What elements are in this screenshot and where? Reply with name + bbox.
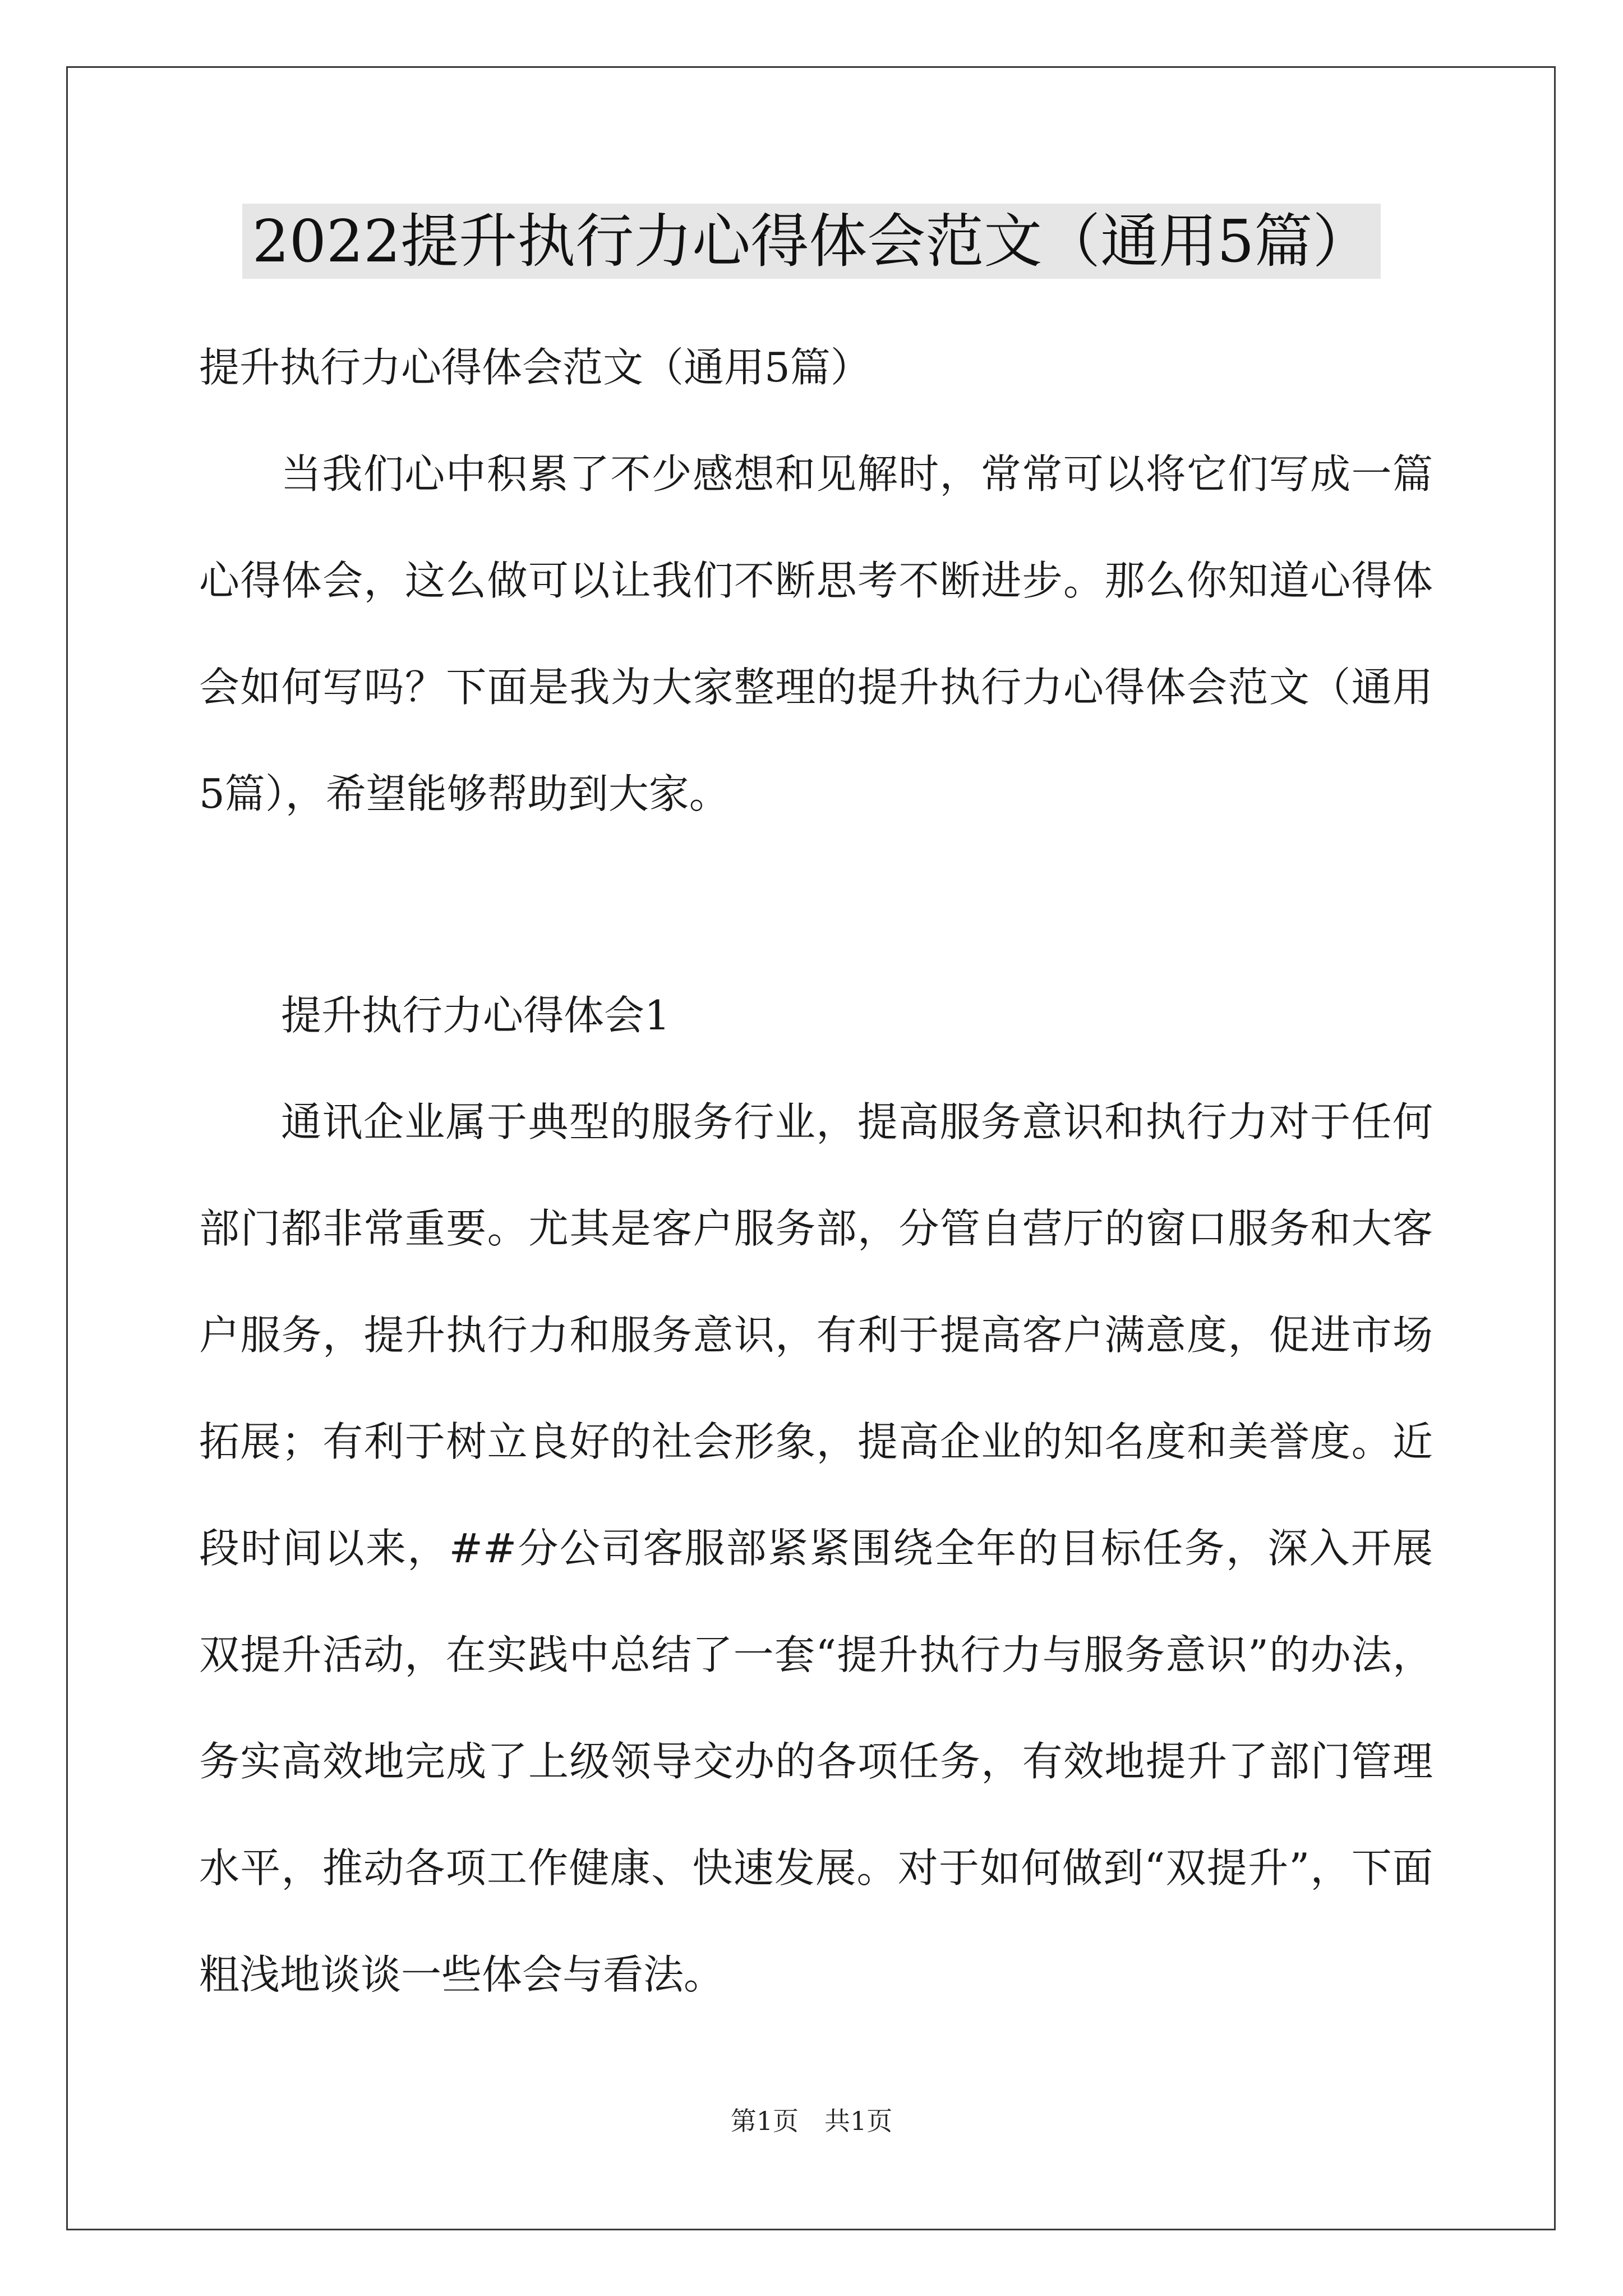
page-footer: 第1页 共1页 [730, 2106, 893, 2136]
document-subtitle: 提升执行力心得体会范文（通用5篇） [199, 344, 871, 391]
section-heading: 提升执行力心得体会1 [281, 992, 670, 1039]
section-body-paragraph: 通讯企业属于典型的服务行业，提高服务意识和执行力对于任何部门都非常重要。尤其是客户服务部，分管自营厅的窗口服务和大客户服务，提升执行力和服务意识，有利于提高客户满意度，促进市场拓展；有利于树立良好的社会形象，提高企业的知名度和美誉度。近段时间以来，##分公司客服部紧紧围绕全年的目标任务，深入开展双提升活动，在实践中总结了一套“提升执行力与服务意识”的办法，务实高效地完成了上级领导交办的各项任务，有效地提升了部门管理水平，推动各项工作健康、快速发展。对于如何做到“双提升”，下面粗浅地谈谈一些体会与看法。 [199, 1098, 1433, 1998]
document-title-text: 2022提升执行力心得体会范文（通用5篇） [242, 204, 1381, 279]
document-title [0, 202, 1623, 280]
intro-paragraph: 当我们心中积累了不少感想和见解时，常常可以将它们写成一篇心得体会，这么做可以让我们不断思考不断进步。那么你知道心得体会如何写吗？下面是我为大家整理的提升执行力心得体会范文（通用5篇），希望能够帮助到大家。 [199, 450, 1433, 817]
